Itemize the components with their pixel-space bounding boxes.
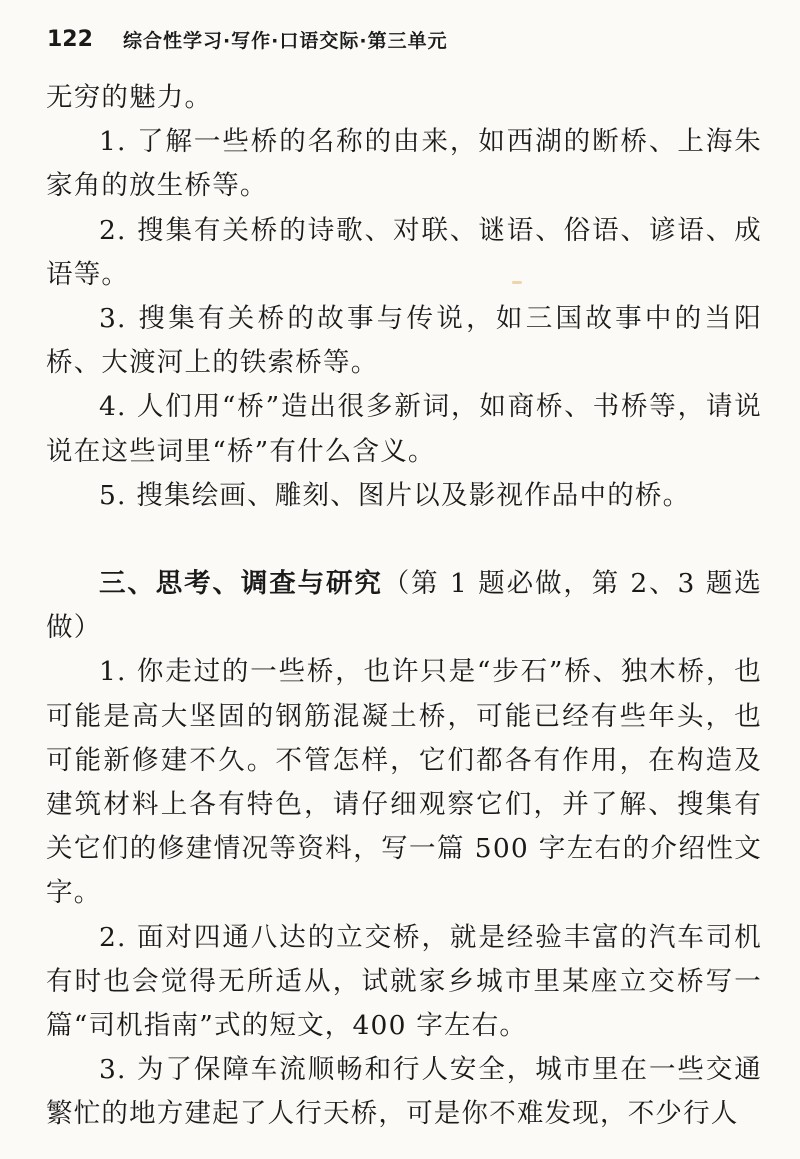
- section-heading-note: （第 1 题必做，第 2、3 题选做）: [46, 568, 762, 644]
- research-item-3: 3. 为了保障车流顺畅和行人安全，城市里在一些交通繁忙的地方建起了人行天桥，可是你不难发现，不少行人: [46, 1054, 762, 1130]
- activity-item-5: 5. 搜集绘画、雕刻、图片以及影视作品中的桥。: [99, 479, 691, 511]
- research-item-1: 1. 你走过的一些桥，也许只是“步石”桥、独木桥，也可能是高大坚固的钢筋混凝土桥，可能已经有些年头，也可能新修建不久。不管怎样，它们都各有作用，在构造及建筑材料上各有特色，请仔细观察它们，并了解、搜集有关它们的修建情况等资料，写一篇 500 字左右的介绍性文字。: [46, 656, 762, 909]
- paper-speck: [512, 281, 522, 284]
- page-number: 122: [47, 26, 93, 52]
- section-heading: [46, 562, 762, 650]
- section-spacer: [46, 518, 762, 562]
- intro-tail-paragraph: 无穷的魅力。: [46, 82, 213, 113]
- section-heading-title: 三、思考、调查与研究: [99, 568, 383, 600]
- activity-item-4: 4. 人们用“桥”造出很多新词，如商桥、书桥等，请说说在这些词里“桥”有什么含义。: [46, 391, 762, 467]
- activity-item-2: 2. 搜集有关桥的诗歌、对联、谜语、俗语、谚语、成语等。: [46, 214, 762, 290]
- body-text: [46, 76, 762, 1137]
- page-header: [47, 22, 448, 56]
- activity-item-3: 3. 搜集有关桥的故事与传说，如三国故事中的当阳桥、大渡河上的铁索桥等。: [46, 303, 762, 379]
- research-item-2: 2. 面对四通八达的立交桥，就是经验丰富的汽车司机有时也会觉得无所适从，试就家乡城市里某座立交桥写一篇“司机指南”式的短文，400 字左右。: [46, 921, 762, 1042]
- running-title: 综合性学习·写作·口语交际·第三单元: [122, 29, 448, 52]
- activity-item-1: 1. 了解一些桥的名称的由来，如西湖的断桥、上海朱家角的放生桥等。: [46, 126, 762, 202]
